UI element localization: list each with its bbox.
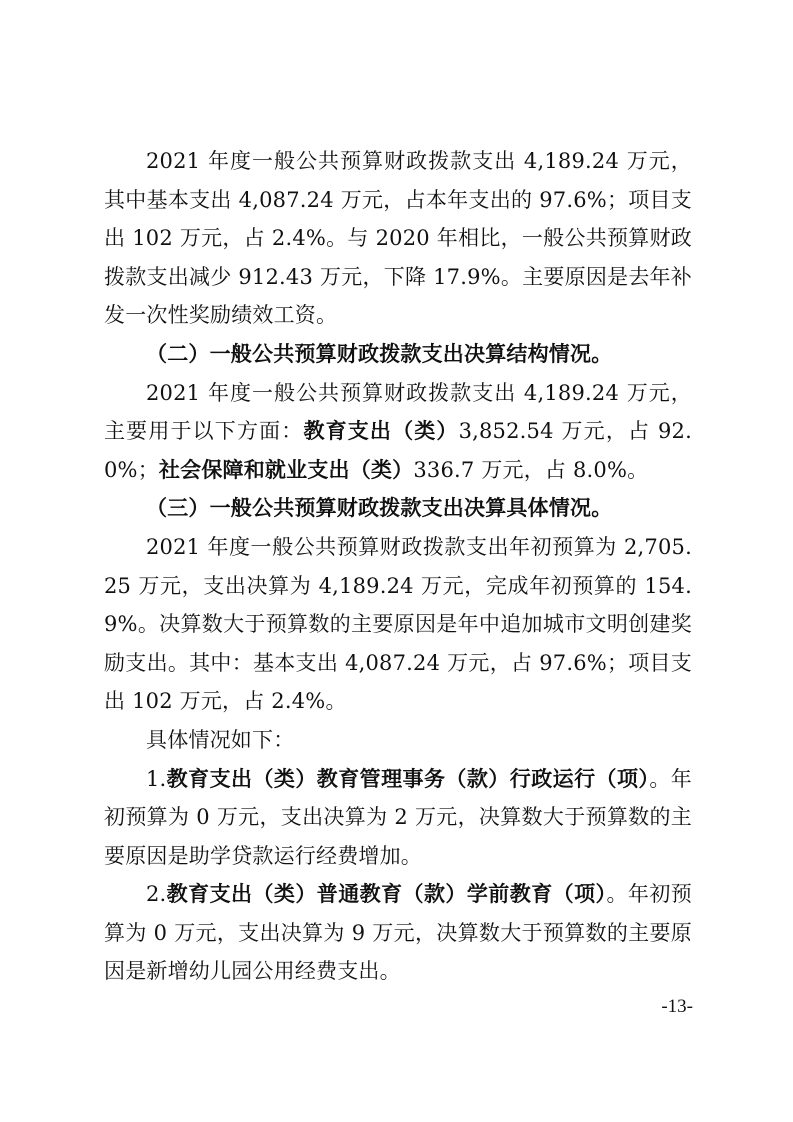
item-2-title: 教育支出（类）普通教育（款）学前教育（项）: [166, 881, 607, 907]
section-heading-structure: （二）一般公共预算财政拨款支出决算结构情况。: [146, 340, 613, 366]
paragraph-intro: 具体情况如下：: [146, 727, 295, 752]
structure-text-1: 2021 年度一般公共预算财政拨款支出 4,189.24 万元，主要用于以下方面：: [104, 380, 692, 444]
page-number: -13-: [661, 996, 693, 1017]
paragraph-structure: [104, 374, 692, 490]
section-heading-details: （三）一般公共预算财政拨款支出决算具体情况。: [146, 495, 613, 521]
item-1-title: 教育支出（类）教育管理事务（款）行政运行（项）: [166, 765, 650, 791]
paragraph-details: 2021 年度一般公共预算财政拨款支出年初预算为 2,705.25 万元，支出决算为 4,189.24 万元，完成年初预算的 154.9%。决算数大于预算数的主要原因是年中追加城市文明创建奖励支出。其中：基本支出 4,087.24 万元，占 97.6%；项目支出 102 万元，占 2.4%。: [104, 534, 692, 714]
list-item-2: [104, 875, 692, 991]
paragraph-summary: 2021 年度一般公共预算财政拨款支出 4,189.24 万元，其中基本支出 4,087.24 万元，占本年支出的 97.6%；项目支出 102 万元，占 2.4%。与 2020 年相比，一般公共预算财政拨款支出减少 912.43 万元，下降 17.9%。主要原因是去年补发一次性奖励绩效工资。: [104, 149, 692, 328]
item-1-text: 。年初预算为 0 万元，支出决算为 2 万元，决算数大于预算数的主要原因是助学贷款运行经费增加。: [104, 766, 692, 868]
list-item-1: [104, 760, 692, 876]
item-2-number: 2.: [146, 882, 167, 907]
structure-bold-social-security: 社会保障和就业支出（类）: [158, 456, 414, 482]
structure-text-2: 3,852.54 万元，占 92.0%；: [104, 419, 692, 482]
structure-text-3: 336.7 万元，占 8.0%。: [413, 457, 649, 482]
item-2-text: 。年初预算为 0 万元，支出决算为 9 万元，决算数大于预算数的主要原因是新增幼儿园公用经费支出。: [104, 882, 692, 984]
structure-bold-education: 教育支出（类）: [303, 418, 459, 444]
document-body: [104, 142, 692, 991]
item-1-number: 1.: [146, 766, 167, 791]
